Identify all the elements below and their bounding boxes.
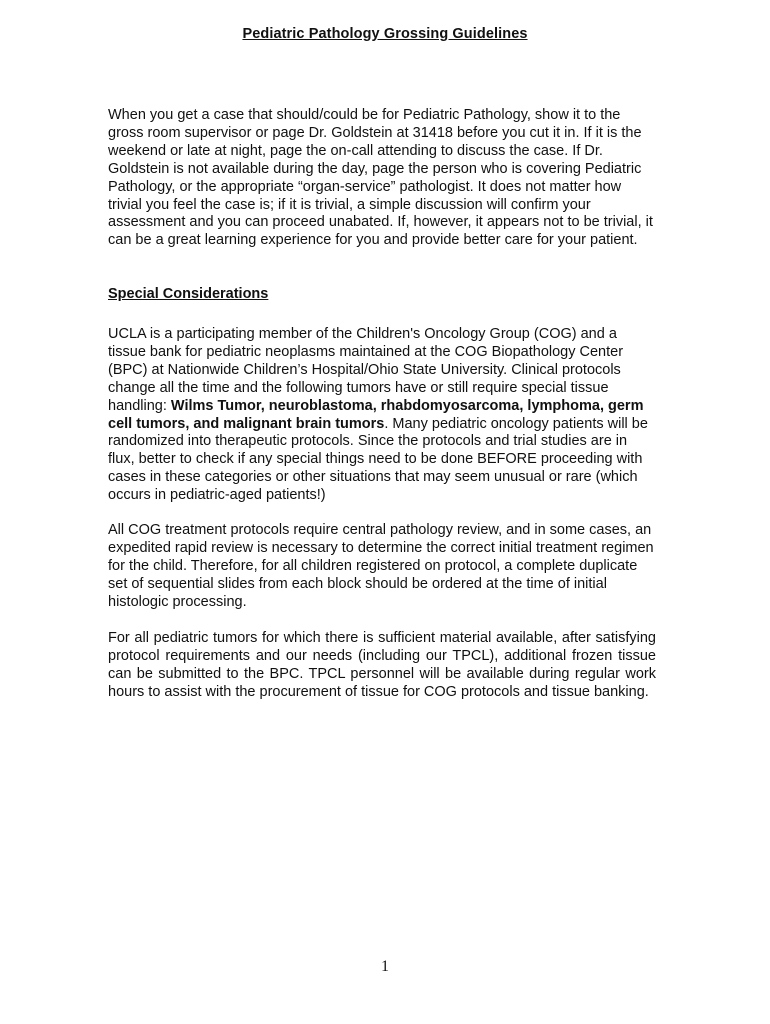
review-paragraph: All COG treatment protocols require central pathology review, and in some cases, an expedited rapid review is necessary to determine the correct initial treatment regimen for the child. Therefore, for all children registered on protocol, a complete duplicate set of sequential slides from each block should be ordered at the time of initial histologic processing.: [108, 522, 654, 610]
cog-paragraph-text-end: . Many pediatric oncology patients will be randomized into therapeutic protocols. Since the protocols and trial studies are in flux, better to check if any special things need to be done BEFORE proceeding with cases in these categories or other situations that may seem unusual or rare (which occurs in pediatric-aged patients!): [108, 415, 648, 504]
tumor-list-bold: Wilms Tumor, neuroblastoma, rhabdomyosarcoma, lymphoma, germ cell tumors, and malignant brain tumors: [108, 397, 644, 432]
page-title: Pediatric Pathology Grossing Guidelines: [242, 26, 528, 42]
cog-paragraph-text-start: UCLA is a participating member of the Children's Oncology Group (COG) and a tissue bank for pediatric neoplasms maintained at the COG Biopathology Center (BPC) at Nationwide Children’s Hospital/Ohio State University. Clinical protocols change all the time and the following tumors have or still require special tissue handling:: [108, 326, 624, 414]
section-heading: Special Considerations: [108, 286, 269, 302]
page-number: 1: [381, 958, 389, 975]
cog-paragraph: [108, 326, 656, 505]
intro-paragraph: When you get a case that should/could be for Pediatric Pathology, show it to the gross room supervisor or page Dr. Goldstein at 31418 before you cut it in. If it is the weekend or late at night, page the on-call attending to discuss the case. If Dr. Goldstein is not available during the day, page the person who is covering Pediatric Pathology, or the appropriate “organ-service” pathologist. It does not matter how trivial you feel the case is; if it is trivial, a simple discussion will confirm your assessment and you can proceed unabated. If, however, it appears not to be trivial, it can be a great learning experience for you and provide better care for your patient.: [108, 107, 653, 249]
tissue-paragraph: For all pediatric tumors for which there is sufficient material available, after satisfying protocol requirements and our needs (including our TPCL), additional frozen tissue can be submitted to the BPC. TPCL personnel will be available during regular work hours to assist with the procurement of tissue for COG protocols and tissue banking.: [108, 630, 656, 700]
